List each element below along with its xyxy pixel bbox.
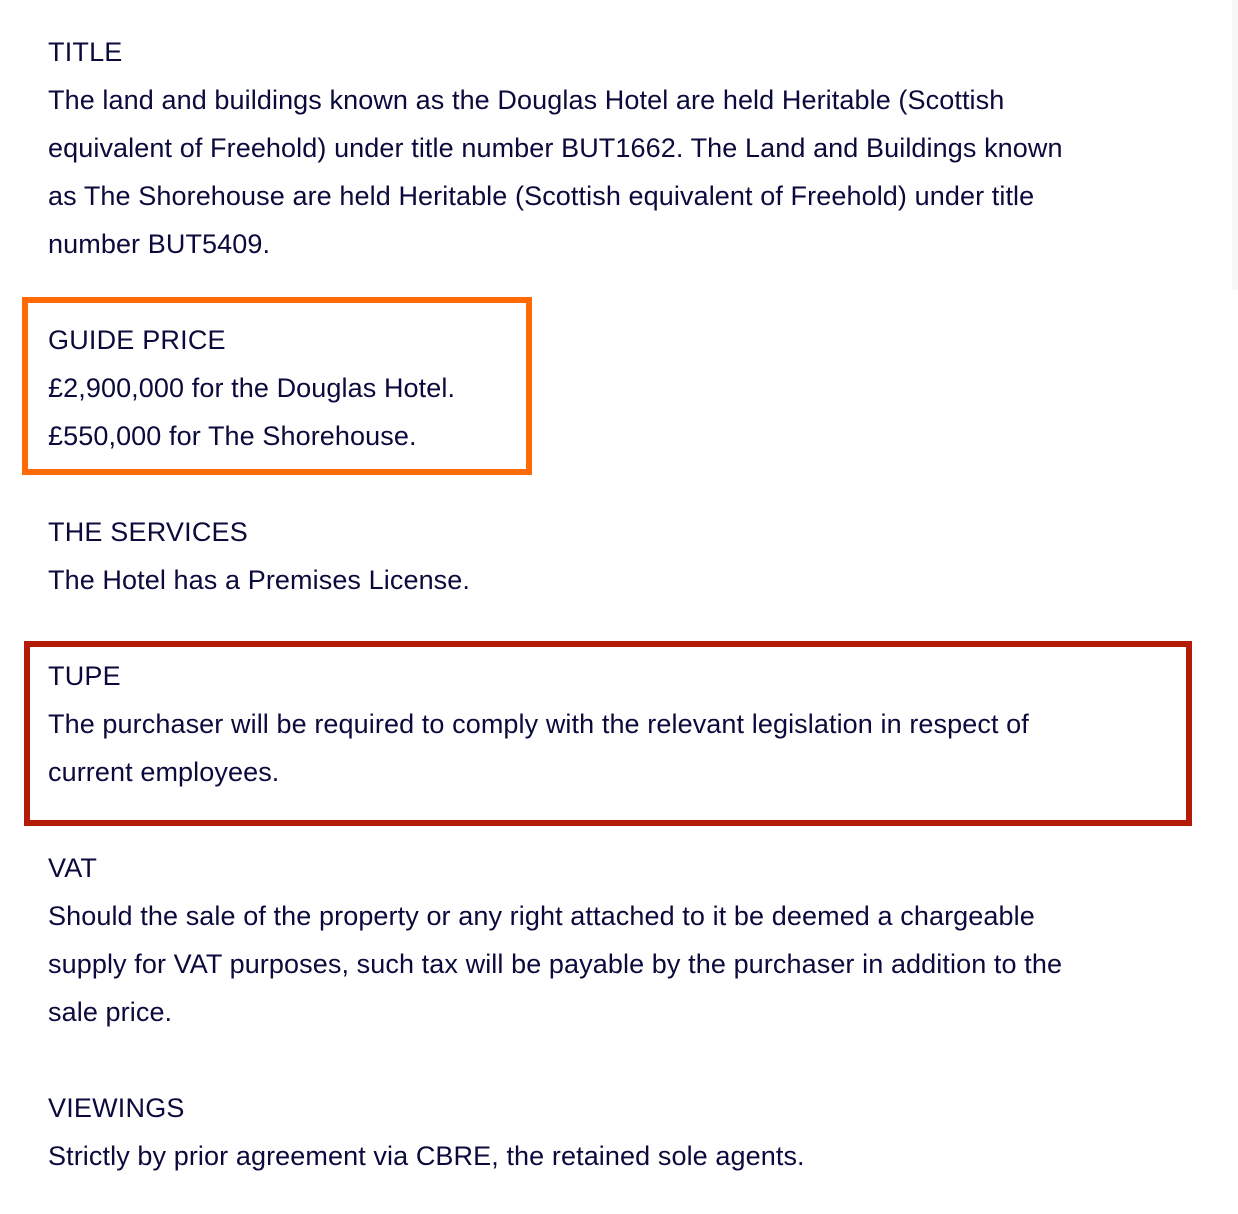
- tupe-text-line-1: The purchaser will be required to comply with the relevant legislation in respect of: [48, 709, 1029, 739]
- title-heading: TITLE: [48, 37, 123, 67]
- title-text-line-2: equivalent of Freehold) under title number BUT1662. The Land and Buildings known: [48, 133, 1063, 163]
- services-section: [48, 508, 470, 604]
- guide-price-heading: GUIDE PRICE: [48, 325, 226, 355]
- title-section: [48, 28, 1208, 268]
- vat-section: [48, 844, 1208, 1036]
- scrollbar-track[interactable]: [1232, 0, 1238, 290]
- guide-price-shorehouse: £550,000 for The Shorehouse.: [48, 421, 417, 451]
- vat-text-line-3: sale price.: [48, 997, 173, 1027]
- vat-text-line-2: supply for VAT purposes, such tax will be payable by the purchaser in addition to the: [48, 949, 1063, 979]
- viewings-heading: VIEWINGS: [48, 1093, 185, 1123]
- title-text-line-1: The land and buildings known as the Douglas Hotel are held Heritable (Scottish: [48, 85, 1005, 115]
- vat-text-line-1: Should the sale of the property or any right attached to it be deemed a chargeable: [48, 901, 1035, 931]
- vat-heading: VAT: [48, 853, 98, 883]
- guide-price-douglas-hotel: £2,900,000 for the Douglas Hotel.: [48, 373, 456, 403]
- guide-price-section: [48, 316, 455, 460]
- viewings-text: Strictly by prior agreement via CBRE, the retained sole agents.: [48, 1141, 805, 1171]
- title-text-line-4: number BUT5409.: [48, 229, 271, 259]
- title-text-line-3: as The Shorehouse are held Heritable (Scottish equivalent of Freehold) under title: [48, 181, 1035, 211]
- viewings-section: [48, 1084, 805, 1180]
- tupe-heading: TUPE: [48, 661, 121, 691]
- services-heading: THE SERVICES: [48, 517, 248, 547]
- tupe-section: [48, 652, 1178, 796]
- services-text: The Hotel has a Premises License.: [48, 565, 470, 595]
- tupe-text-line-2: current employees.: [48, 757, 280, 787]
